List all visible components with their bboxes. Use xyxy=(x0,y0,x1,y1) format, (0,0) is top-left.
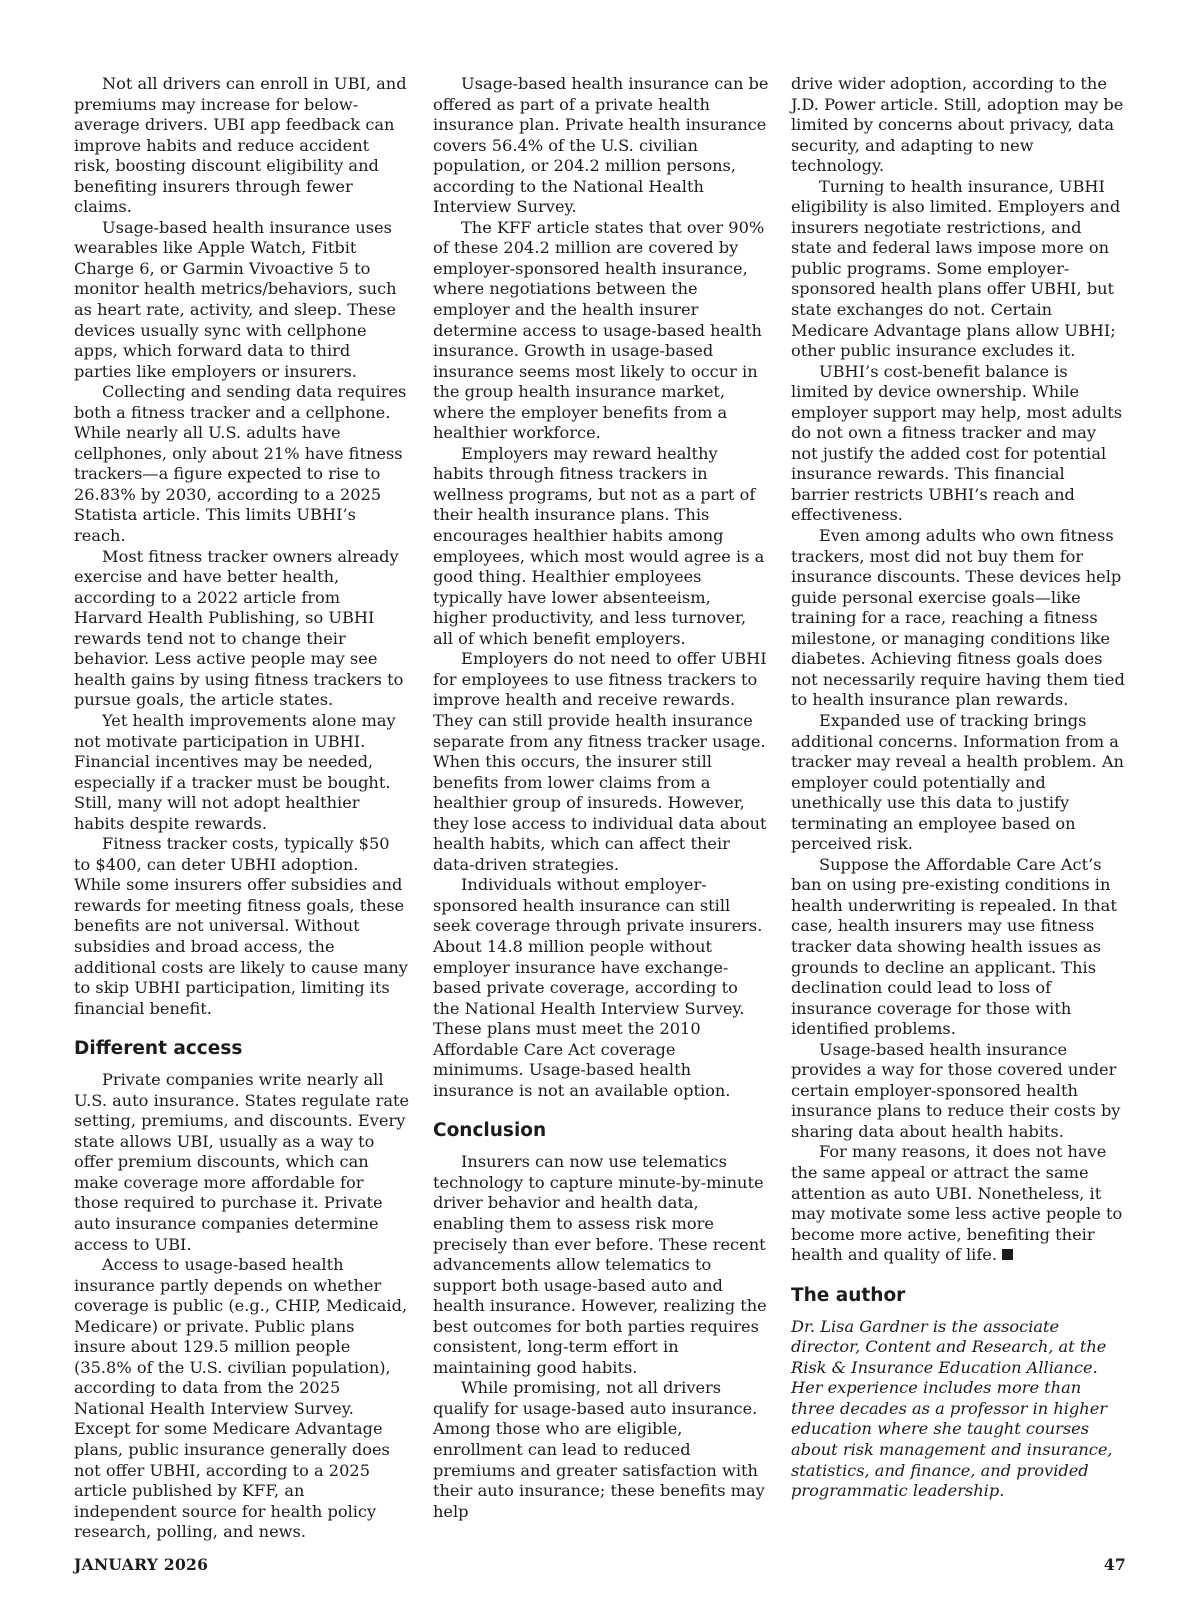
section-heading-conclusion: Conclusion xyxy=(433,1120,547,1142)
text-column-2 xyxy=(433,74,769,1522)
paragraph: drive wider adoption, according to the J.D. Power article. Still, adoption may be limited by concerns about privacy, data security, and adapting to new technology. xyxy=(791,74,1124,176)
paragraph: Insurers can now use telematics technology to capture minute-by-minute driver behavior and health data, enabling them to assess risk more precisely than ever before. These recent advancements allow telematics to support both usage-based auto and health insurance. However, realizing the best outcomes for both parties requires consistent, long-term effort in maintaining good habits. xyxy=(433,1152,767,1377)
paragraph: Individuals without employer-sponsored health insurance can still seek coverage through private insurers. About 14.8 million people without employer insurance have exchange-based private coverage, according to the National Health Interview Survey. These plans must meet the 2010 Affordable Care Act coverage minimums. Usage-based health insurance is not an available option. xyxy=(433,875,763,1100)
paragraph: Private companies write nearly all U.S. auto insurance. States regulate rate setting, premiums, and discounts. Every state allows UBI, usually as a way to offer premium discounts, which can make coverage more affordable for those required to purchase it. Private auto insurance companies determine access to UBI. xyxy=(74,1070,410,1254)
paragraph: Access to usage-based health insurance partly depends on whether coverage is public (e.g., CHIP, Medicaid, Medicare) or private. Public plans insure about 129.5 million people (35.8% of the U.S. civilian population), according to data from the 2025 National Health Interview Survey. Except for some Medicare Advantage plans, public insurance generally does not offer UBHI, according to a 2025 article published by KFF, an independent source for health policy research, polling, and news. xyxy=(74,1255,408,1542)
section-heading-different-access: Different access xyxy=(74,1038,243,1060)
paragraph-text: For many reasons, it does not have the same appeal or attract the same attention as auto UBI. Nonetheless, it may motivate some less active people to become more active, benefiting their health and quality of life. xyxy=(791,1142,1123,1265)
closing-paragraph xyxy=(791,1142,1127,1265)
paragraph: Turning to health insurance, UBHI eligibility is also limited. Employers and insurers negotiate restrictions, and state and federal laws impose more on public programs. Some employer-sponsored health plans offer UBHI, but state exchanges do not. Certain Medicare Advantage plans allow UBHI; other public insurance excludes it. xyxy=(791,176,1121,361)
paragraph: Usage-based health insurance uses wearables like Apple Watch, Fitbit Charge 6, or Garmin Vivoactive 5 to monitor health metrics/behaviors, such as heart rate, activity, and sleep. These devices usually sync with cellphone apps, which forward data to third parties like employers or insurers. xyxy=(74,217,397,381)
paragraph: The KFF article states that over 90% of these 204.2 million are covered by employer-sponsored health insurance, where negotiations between the employer and the health insurer determine access to usage-based health insurance. Growth in usage-based insurance seems most likely to occur in the group health insurance market, where the employer benefits from a healthier workforce. xyxy=(433,217,765,443)
paragraph: Employers do not need to offer UBHI for employees to use fitness trackers to improve health and receive rewards. They can still provide health insurance separate from any fitness tracker usage. When this occurs, the insurer still benefits from lower claims from a healthier group of insureds. However, they lose access to individual data about health habits, which can affect their data-driven strategies. xyxy=(433,649,767,874)
end-of-article-icon xyxy=(1002,1249,1013,1260)
author-bio: Dr. Lisa Gardner is the associate director, Content and Research, at the Risk & Insurance Education Alliance. Her experience includes more than three decades as a professor in higher education where she taught courses about risk management and insurance, statistics, and finance, and provided programmatic leadership. xyxy=(791,1316,1113,1501)
paragraph: Usage-based health insurance provides a way for those covered under certain employer-sponsored health insurance plans to reduce their costs by sharing data about health habits. xyxy=(791,1039,1121,1141)
paragraph: Employers may reward healthy habits through fitness trackers in wellness programs, but not as a part of their health insurance plans. This encourages healthier habits among employees, which most would agree is a good thing. Healthier employees typically have lower absenteeism, higher productivity, and less turnover, all of which benefit employers. xyxy=(433,443,765,648)
paragraph: Suppose the Affordable Care Act’s ban on using pre-existing conditions in health underwriting is repealed. In that case, health insurers may use fitness tracker data showing health issues as grounds to decline an applicant. This declination could lead to loss of insurance coverage for those with identified problems. xyxy=(791,854,1117,1039)
paragraph: Usage-based health insurance can be offered as part of a private health insurance plan. Private health insurance covers 56.4% of the U.S. civilian population, or 204.2 million persons, according to the National Health Interview Survey. xyxy=(433,74,769,217)
paragraph: UBHI’s cost-benefit balance is limited by device ownership. While employer support may help, most adults do not own a fitness tracker and may not justify the added cost for potential insurance rewards. This financial barrier restricts UBHI’s reach and effectiveness. xyxy=(791,361,1123,525)
paragraph: While promising, not all drivers qualify for usage-based auto insurance. Among those who are eligible, enrollment can lead to reduced premiums and greater satisfaction with their auto insurance; these benefits may help xyxy=(433,1378,765,1521)
paragraph: Expanded use of tracking brings additional concerns. Information from a tracker may reveal a health problem. An employer could potentially and unethically use this data to justify terminating an employee based on perceived risk. xyxy=(791,710,1124,854)
paragraph: Fitness tracker costs, typically $50 to $400, can deter UBHI adoption. While some insurers offer subsidies and rewards for meeting fitness goals, these benefits are not universal. Without subsidies and broad access, the additional costs are likely to cause many to skip UBHI participation, limiting its financial benefit. xyxy=(74,834,408,1018)
section-heading-the-author: The author xyxy=(791,1284,906,1306)
text-column-3 xyxy=(791,74,1127,1502)
paragraph: Not all drivers can enroll in UBI, and premiums may increase for below-average drivers. UBI app feedback can improve habits and reduce accident risk, boosting discount eligibility and benefiting insurers through fewer claims. xyxy=(74,74,407,217)
footer-issue-date: JANUARY 2026 xyxy=(74,1555,209,1574)
footer-page-number: 47 xyxy=(1103,1555,1126,1574)
paragraph: Even among adults who own fitness trackers, most did not buy them for insurance discounts. These devices help guide personal exercise goals—like training for a race, reaching a fitness milestone, or managing conditions like diabetes. Achieving fitness goals does not necessarily require having them tied to health insurance plan rewards. xyxy=(791,526,1125,710)
paragraph: Yet health improvements alone may not motivate participation in UBHI. Financial incentives may be needed, especially if a tracker must be bought. Still, many will not adopt healthier habits despite rewards. xyxy=(74,710,396,833)
paragraph: Most fitness tracker owners already exercise and have better health, according to a 2022 article from Harvard Health Publishing, so UBHI rewards tend not to change their behavior. Less active people may see health gains by using fitness trackers to pursue goals, the article states. xyxy=(74,546,404,710)
paragraph: Collecting and sending data requires both a fitness tracker and a cellphone. While nearly all U.S. adults have cellphones, only about 21% have fitness trackers—a figure expected to rise to 26.83% by 2030, according to a 2025 Statista article. This limits UBHI’s reach. xyxy=(74,382,407,546)
text-column-1 xyxy=(74,74,410,1543)
